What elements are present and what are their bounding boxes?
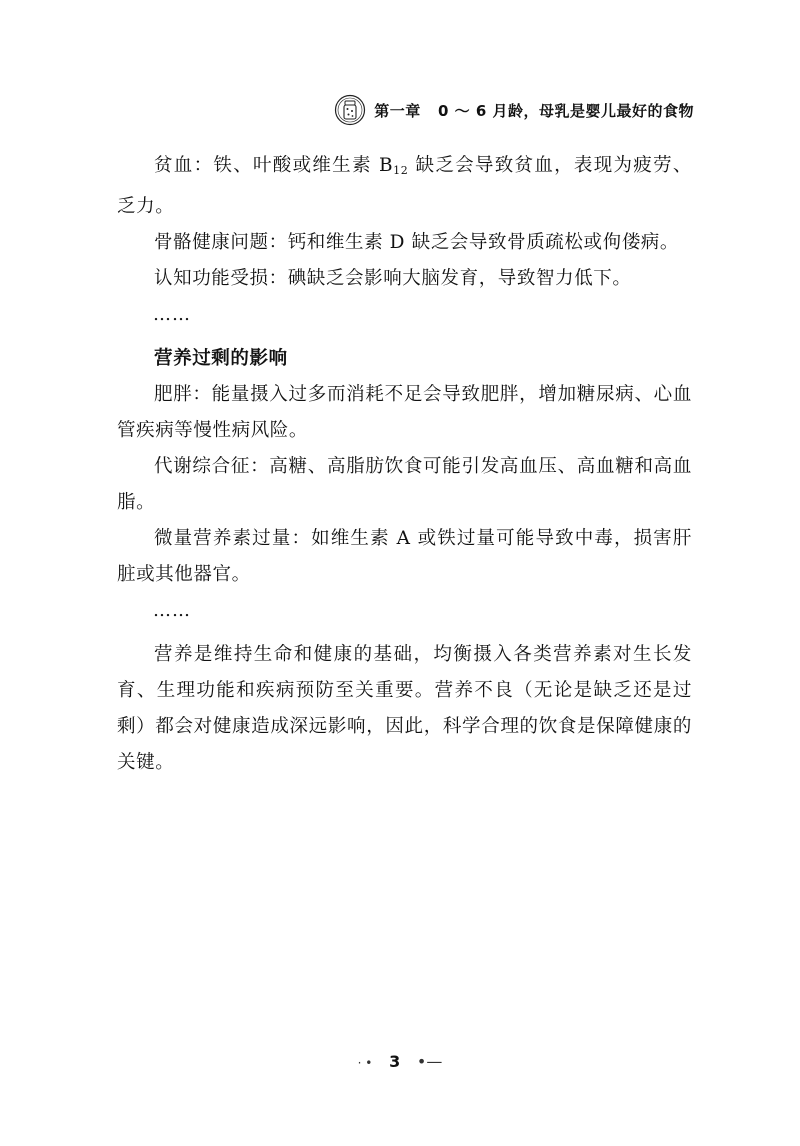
section-heading: 营养过剩的影响 <box>154 348 288 369</box>
ellipsis: …… <box>153 600 191 621</box>
paragraph-anemia-suffix: 缺乏会导致贫血，表现为疲劳、乏力。 <box>117 155 693 217</box>
paragraph-obesity: 肥胖：能量摄入过多而消耗不足会导致肥胖，增加糖尿病、心血管疾病等慢性病风险。 <box>117 384 692 441</box>
chapter-title: 第一章 0 ～ 6 月龄，母乳是婴儿最好的食物 <box>374 101 694 120</box>
page-body <box>117 148 692 781</box>
paragraph-summary: 营养是维持生命和健康的基础，均衡摄入各类营养素对生长发育、生理功能和疾病预防至关重要。营养不良（无论是缺乏还是过剩）都会对健康造成深远影响，因此，科学合理的饮食是保障健康的关键。 <box>117 644 692 773</box>
footer-dash-decoration: •— <box>416 1052 443 1071</box>
baby-bottle-emblem-icon <box>334 94 366 126</box>
ellipsis: …… <box>153 304 191 325</box>
page-footer <box>0 1052 800 1071</box>
paragraph-anemia <box>117 148 692 225</box>
paragraph-metabolic-syndrome: 代谢综合征：高糖、高脂肪饮食可能引发高血压、高血糖和高血脂。 <box>117 456 692 513</box>
subscript-12: 12 <box>393 164 409 177</box>
paragraph-micronutrient-excess: 微量营养素过量：如维生素 A 或铁过量可能导致中毒，损害肝脏或其他器官。 <box>117 528 692 585</box>
footer-dots-decoration: · • <box>357 1056 373 1070</box>
paragraph-bone-health: 骨骼健康问题：钙和维生素 D 缺乏会导致骨质疏松或佝偻病。 <box>154 232 679 253</box>
page-number: 3 <box>389 1052 401 1071</box>
paragraph-cognitive: 认知功能受损：碘缺乏会影响大脑发育，导致智力低下。 <box>154 268 632 289</box>
running-header <box>334 92 694 128</box>
paragraph-anemia-prefix: 贫血：铁、叶酸或维生素 B <box>154 155 394 176</box>
